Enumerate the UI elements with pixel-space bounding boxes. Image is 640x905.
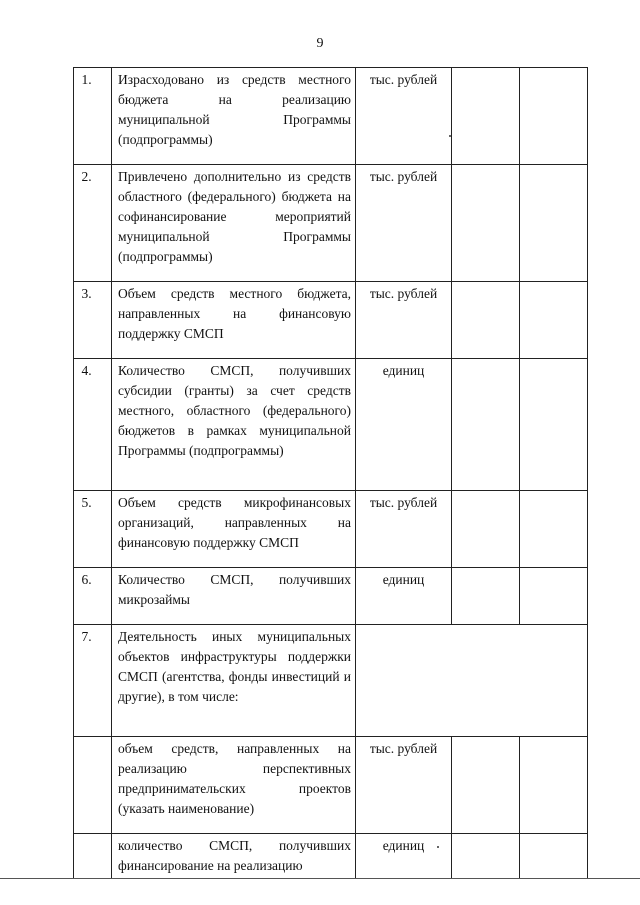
sub-row-description: объем средств, направленных на реализацию перспективных предпринимательских проектов (указать наименование) [112, 737, 356, 834]
indicators-table [73, 67, 588, 879]
row-unit: тыс. рублей [356, 282, 452, 359]
value-cell [520, 491, 588, 568]
row-number: 7. [74, 625, 112, 737]
row-description: Привлечено дополнительно из средств областного (федерального) бюджета на софинансирование мероприятий муниципальной Программы (подпрограммы) [112, 165, 356, 282]
table-row [74, 625, 588, 737]
row-unit: тыс. рублей [356, 491, 452, 568]
scan-speck [449, 135, 451, 137]
value-cell [520, 282, 588, 359]
value-cell [520, 165, 588, 282]
value-cell [452, 834, 520, 879]
row-unit: единиц [356, 359, 452, 491]
value-cell [520, 568, 588, 625]
row-number: 2. [74, 165, 112, 282]
empty-number-cell [74, 737, 112, 834]
table-row [74, 359, 588, 491]
sub-row-description: количество СМСП, получивших финансирование на реализацию [112, 834, 356, 879]
empty-number-cell [74, 834, 112, 879]
value-cell [452, 359, 520, 491]
sub-row-unit: единиц [356, 834, 452, 879]
row-unit: единиц [356, 568, 452, 625]
row-description: Деятельность иных муниципальных объектов инфраструктуры поддержки СМСП (агентства, фонды инвестиций и другие), в том числе: [112, 625, 356, 737]
table-row [74, 68, 588, 165]
page-number: 9 [316, 36, 324, 51]
value-cell [520, 359, 588, 491]
table-row [74, 282, 588, 359]
table-row [74, 165, 588, 282]
row-number: 4. [74, 359, 112, 491]
value-cell [452, 68, 520, 165]
row-number: 6. [74, 568, 112, 625]
value-cell [520, 737, 588, 834]
row-number: 1. [74, 68, 112, 165]
row-description: Количество СМСП, получивших субсидии (гранты) за счет средств местного, областного (федерального) бюджетов в рамках муниципальной Программы (подпрограммы) [112, 359, 356, 491]
row-description: Объем средств микрофинансовых организаций, направленных на финансовую поддержку СМСП [112, 491, 356, 568]
row-number: 5. [74, 491, 112, 568]
value-cell [520, 834, 588, 879]
value-cell [452, 282, 520, 359]
table-row [74, 491, 588, 568]
value-cell [520, 68, 588, 165]
row-description: Объем средств местного бюджета, направленных на финансовую поддержку СМСП [112, 282, 356, 359]
row-number: 3. [74, 282, 112, 359]
value-cell [452, 491, 520, 568]
row-unit: тыс. рублей [356, 68, 452, 165]
row-description: Количество СМСП, получивших микрозаймы [112, 568, 356, 625]
table-row [74, 568, 588, 625]
row-unit: тыс. рублей [356, 165, 452, 282]
bottom-rule [0, 878, 640, 879]
value-cell [452, 737, 520, 834]
table-row [74, 834, 588, 879]
value-cell [452, 165, 520, 282]
merged-empty-cell [356, 625, 588, 737]
table-row [74, 737, 588, 834]
value-cell [452, 568, 520, 625]
scan-speck [437, 846, 439, 848]
row-description: Израсходовано из средств местного бюджета на реализацию муниципальной Программы (подпрограммы) [112, 68, 356, 165]
sub-row-unit: тыс. рублей [356, 737, 452, 834]
